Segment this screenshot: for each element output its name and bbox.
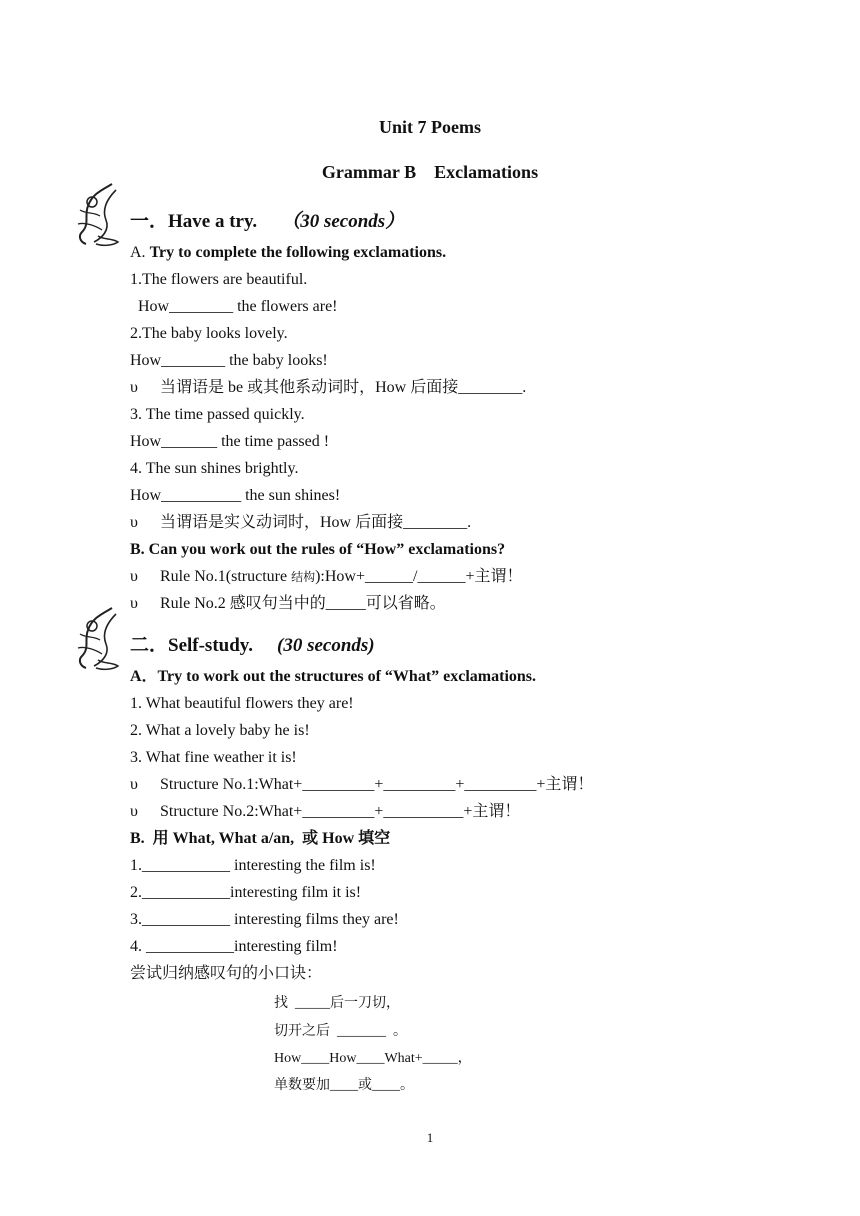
list-item: 3. What fine weather it is! [130,749,297,766]
list-item: How_______ the time passed ! [130,433,330,450]
list-item: 4. The sun shines brightly. [130,460,299,477]
bullet-icon: υ [130,568,138,585]
rule2-text: Rule No.2 感叹句当中的_____可以省略。 [160,595,446,612]
rule1-small: 结构 [291,570,316,584]
bullet-icon: υ [130,514,138,531]
decorative-figure-icon [72,604,128,674]
list-item: 2.___________interesting film it is! [130,884,362,901]
rhyme-line: 找 _____后一刀切， [274,996,400,1011]
list-item: How__________ the sun shines! [130,487,341,504]
page-number: 1 [426,1130,434,1145]
section1-partA-title [130,243,446,263]
section1-title: 一．Have a try. [130,211,258,232]
rule1-prefix: Rule No.1(structure [160,568,292,585]
section2-time: (30 seconds) [277,635,375,656]
bullet-icon: υ [130,379,138,396]
list-item: 2. What a lovely baby he is! [130,722,310,739]
list-item: 1.___________ interesting the film is! [130,857,376,874]
rule-verb-line [130,513,471,533]
list-item: 2.The baby looks lovely. [130,325,288,342]
unit-title: Unit 7 Poems [379,117,481,137]
partA-text: Try to complete the following exclamations. [149,244,447,261]
bullet-icon: υ [130,595,138,612]
structure2-line [130,802,520,822]
section1-time: （30 seconds） [281,211,405,232]
section2-title: 二．Self-study. [130,635,253,656]
section1-partB-title: B. Can you work out the rules of “How” exclamations? [130,541,506,558]
rhyme-line: How____How____What+_____， [274,1051,472,1066]
list-item: 1. What beautiful flowers they are! [130,695,354,712]
rhyme-intro: 尝试归纳感叹句的小口诀： [130,965,323,982]
structure2-text: Structure No.2:What+_________+__________+主谓！ [160,803,521,820]
rule-verb-text: 当谓语是实义动词时，How 后面接________. [160,514,472,531]
rule1-line [130,567,522,587]
list-item: 1.The flowers are beautiful. [130,271,308,288]
lesson-title: Grammar B Exclamations [321,162,539,182]
rule-be-line [130,378,526,398]
rhyme-line: 切开之后 _______ 。 [274,1024,407,1039]
decorative-figure-icon [72,180,128,250]
section2-partA-title: A．Try to work out the structures of “What” exclamations. [130,668,537,685]
rule1-suffix: ):How+______/______+主谓！ [315,568,523,585]
partA-prefix: A. [130,244,150,261]
list-item: How________ the baby looks! [130,352,328,369]
bullet-icon: υ [130,776,138,793]
section1-heading [130,206,404,233]
section2-heading [130,630,375,657]
list-item: 3.___________ interesting films they are! [130,911,399,928]
structure1-line [130,775,593,795]
bullet-icon: υ [130,803,138,820]
list-item: 4. ___________interesting film! [130,938,338,955]
structure1-text: Structure No.1:What+_________+_________+_________+主谓！ [160,776,594,793]
rhyme-line: 单数要加____或____。 [274,1078,414,1093]
section2-partB-title: B. 用 What, What a/an, 或 How 填空 [130,830,391,847]
rule-be-text: 当谓语是 be 或其他系动词时，How 后面接________. [160,379,527,396]
rule2-line [130,594,446,614]
list-item: 3. The time passed quickly. [130,406,305,423]
list-item: How________ the flowers are! [130,298,338,315]
